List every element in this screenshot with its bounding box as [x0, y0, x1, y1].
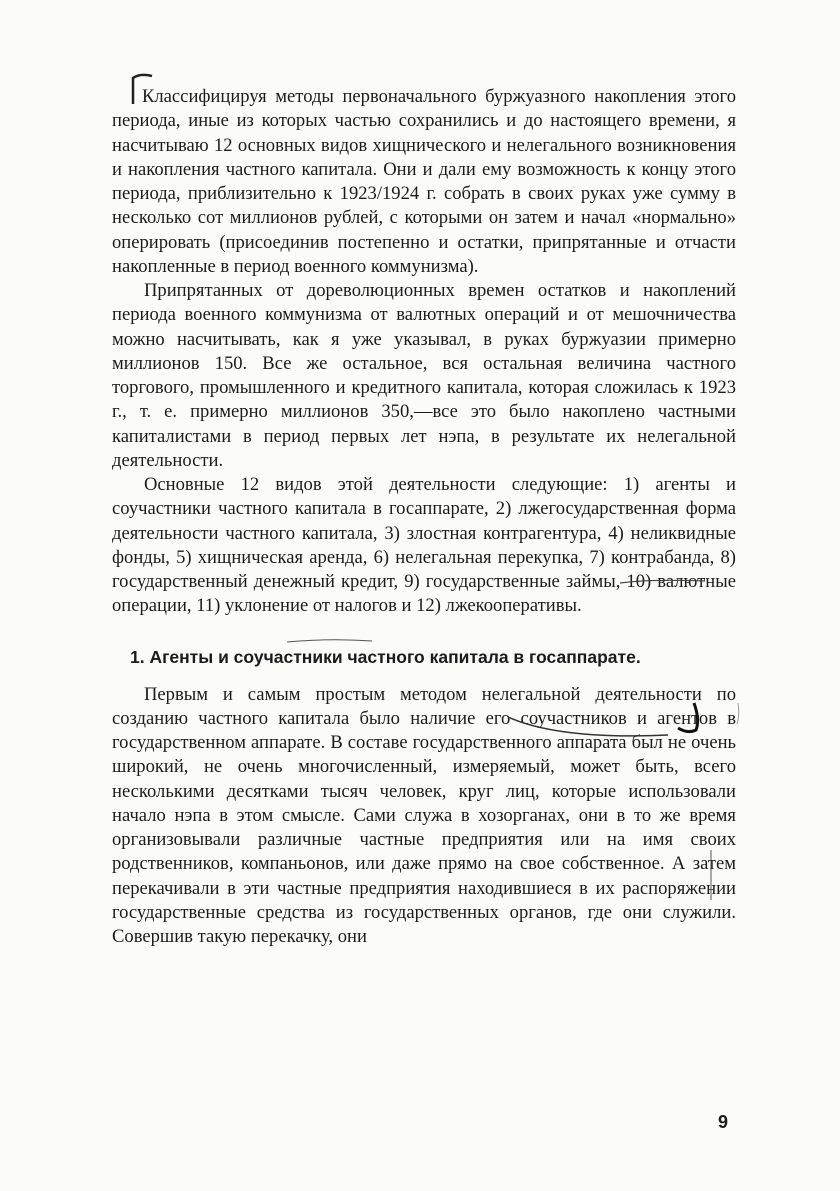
- section-paragraph: Первым и самым простым методом нелегальной деятельности по созданию частного капитала было наличие его соучастников и агентов в государственном аппарате. В составе государственного аппарата был не очень широкий, не очень многочисленный, измеряемый, может быть, всего несколькими десятками тысяч человек, круг лиц, которые использовали начало нэпа в этом смысле. Сами служа в хозорганах, они в то же время организовывали различные частные предприятия или на имя своих родственников, компаньонов, или даже прямо на свое собственное. А затем перекачивали в эти частные предприятия находившиеся в их распоряжении государственные средства из государственных органов, где они служили. Совершив такую перекачку, они: [112, 683, 736, 947]
- page-number: 9: [718, 1112, 729, 1132]
- paragraph-2: Припрятанных от дореволюционных времен остатков и накоплений периода военного коммунизма от валютных операций и от мешочничества можно насчитывать, как я уже указывал, в руках буржуазии примерно миллионов 150. Все же остальное, вся остальная величина частного торгового, промышленного и кредитного капитала, которая сложилась к 1923 г., т. е. примерно миллионов 350,—все это было накоплено частными капиталистами в период первых лет нэпа, в результате их нелегальной деятельности.: [112, 280, 736, 471]
- stroke-mark: [737, 703, 739, 724]
- paragraph-1: Классифицируя методы первоначального буржуазного накопления этого периода, иные из которых частью сохранились и до настоящего времени, я насчитываю 12 основных видов хищнического и нелегального возникновения и накопления частного капитала. Они и дали ему возможность к концу этого периода, приблизительно к 1923/1924 г. собрать в своих руках уже сумму в несколько сот миллионов рублей, с которыми он затем и начал «нормально» оперировать (присоединив постепенно и остатки, припрятанные и отчасти накопленные в период военного коммунизма).: [112, 86, 736, 277]
- section-heading: 1. Агенты и соучастники частного капитала в госаппарате.: [130, 646, 641, 667]
- paragraph-3: Основные 12 видов этой деятельности следующие: 1) агенты и соучастники частного капитала в госаппарате, 2) лжегосударственная форма деятельности частного капитала, 3) злостная контрагентура, 4) неликвидные фонды, 5) хищническая аренда, 6) нелегальная перекупка, 7) контрабанда, 8) государственный денежный кредит, 9) государственные займы, 10) валютные операции, 11) уклонение от налогов и 12) лжекооперативы.: [112, 474, 736, 617]
- body-text: [112, 85, 736, 949]
